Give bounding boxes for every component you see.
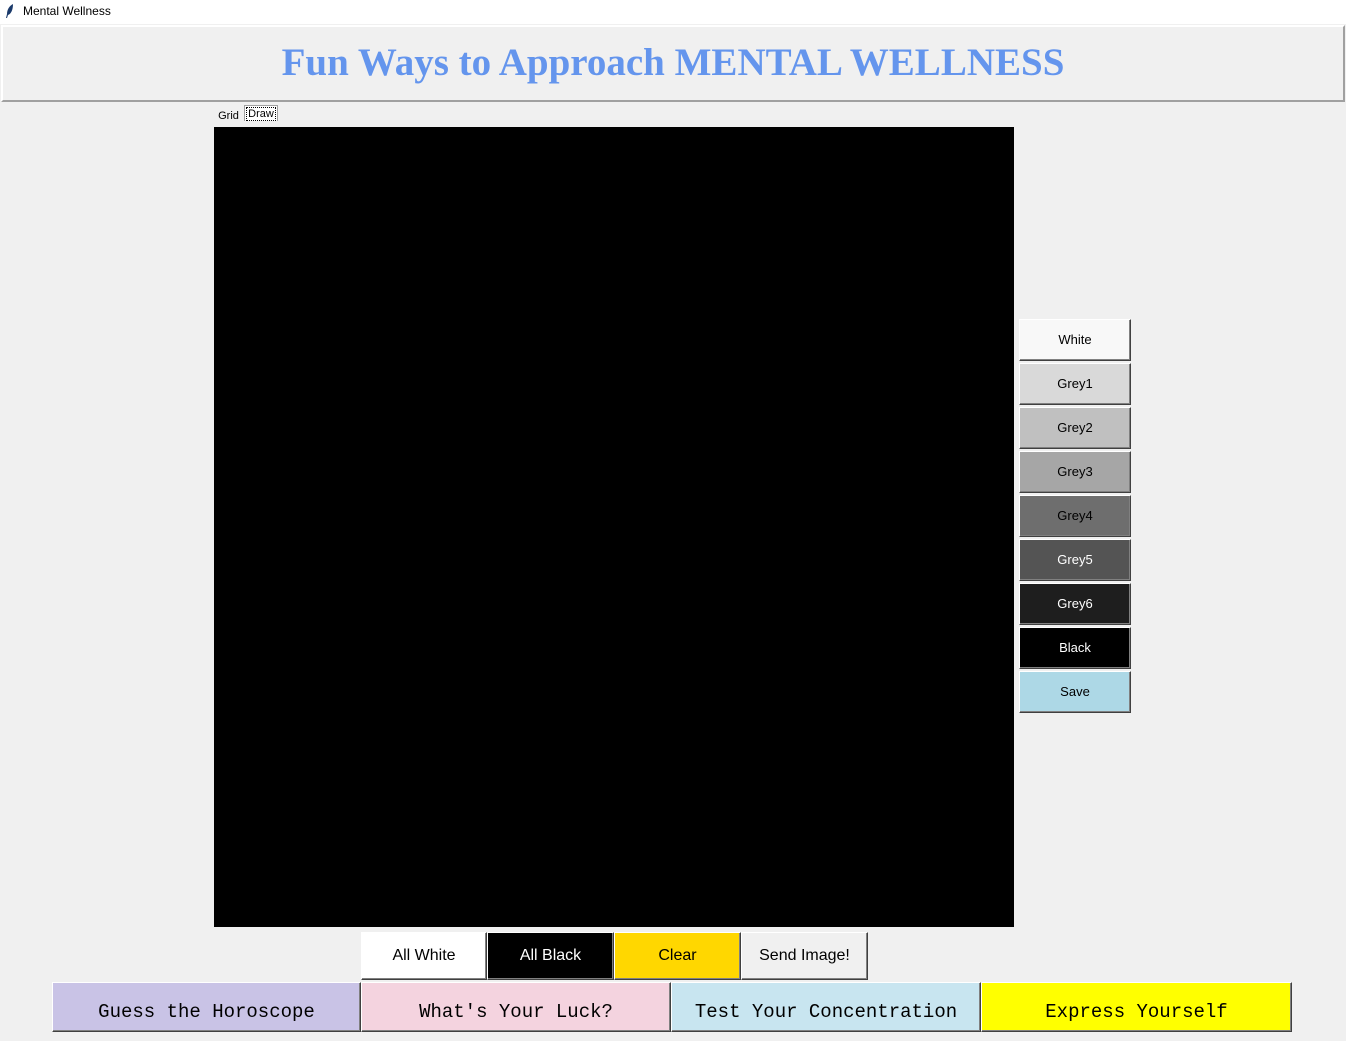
color-grey3-button[interactable]: Grey3 bbox=[1019, 451, 1131, 493]
feather-icon bbox=[5, 4, 15, 18]
color-grey6-button[interactable]: Grey6 bbox=[1019, 583, 1131, 625]
color-grey1-button[interactable]: Grey1 bbox=[1019, 363, 1131, 405]
all-black-button[interactable]: All Black bbox=[487, 932, 614, 980]
nav-concentration-button[interactable]: Test Your Concentration bbox=[671, 982, 981, 1032]
tab-draw[interactable] bbox=[244, 105, 278, 121]
nav-horoscope-button[interactable]: Guess the Horoscope bbox=[52, 982, 361, 1032]
save-button[interactable]: Save bbox=[1019, 671, 1131, 713]
page-title: Fun Ways to Approach MENTAL WELLNESS bbox=[281, 41, 1065, 84]
color-grey4-button[interactable]: Grey4 bbox=[1019, 495, 1131, 537]
window-titlebar bbox=[0, 0, 1346, 24]
drawing-canvas[interactable] bbox=[214, 127, 1014, 927]
tab-grid[interactable]: Grid bbox=[218, 110, 239, 122]
nav-express-yourself-button[interactable]: Express Yourself bbox=[981, 982, 1292, 1032]
color-grey5-button[interactable]: Grey5 bbox=[1019, 539, 1131, 581]
nav-luck-button[interactable]: What's Your Luck? bbox=[361, 982, 671, 1032]
header-banner bbox=[1, 25, 1345, 102]
color-white-button[interactable]: White bbox=[1019, 319, 1131, 361]
tab-draw-label: Draw bbox=[248, 108, 274, 120]
clear-button[interactable]: Clear bbox=[614, 932, 741, 980]
color-black-button[interactable]: Black bbox=[1019, 627, 1131, 669]
color-grey2-button[interactable]: Grey2 bbox=[1019, 407, 1131, 449]
all-white-button[interactable]: All White bbox=[361, 932, 487, 980]
send-image-button[interactable]: Send Image! bbox=[741, 932, 868, 980]
window-title: Mental Wellness bbox=[23, 4, 111, 18]
